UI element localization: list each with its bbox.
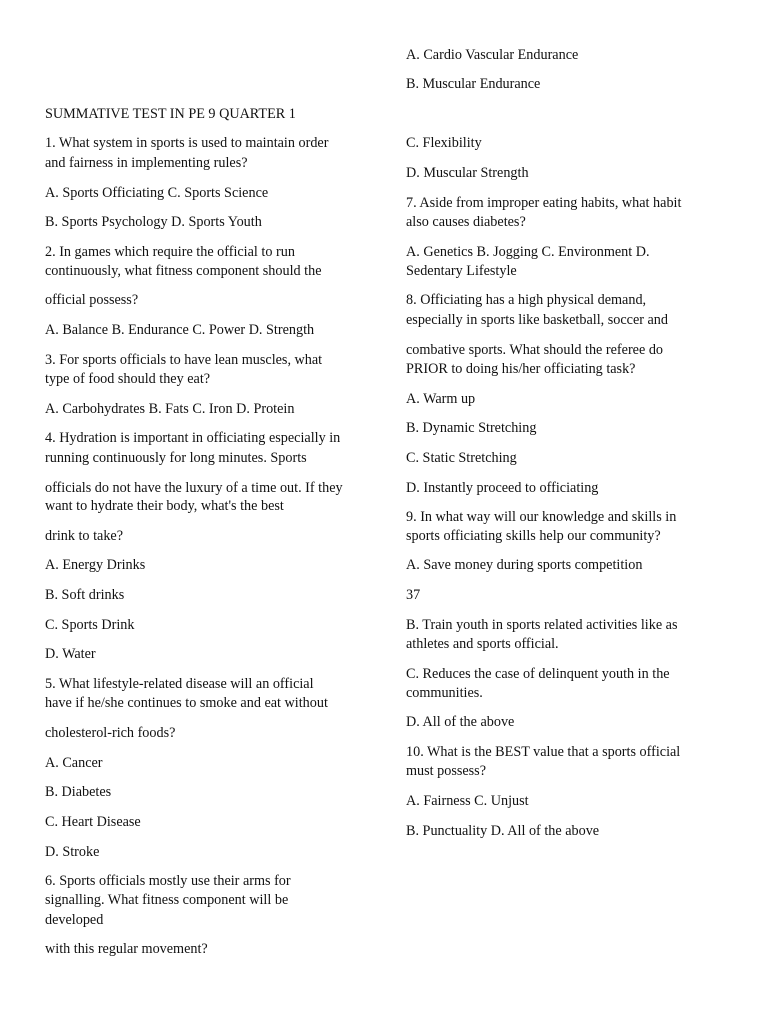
text-line: A. Sports Officiating C. Sports Science [45, 185, 269, 201]
text-line: B. Muscular Endurance [406, 76, 541, 92]
text-line: 1. What system in sports is used to maintain order [45, 135, 329, 151]
text-line: A. Fairness C. Unjust [406, 793, 529, 809]
text-line: want to hydrate their body, what's the best [45, 498, 284, 514]
text-line: continuously, what fitness component should the [45, 263, 322, 279]
text-line: B. Punctuality D. All of the above [406, 823, 600, 839]
text-line: athletes and sports official. [406, 636, 559, 652]
text-line: D. Muscular Strength [406, 165, 529, 181]
text-line: PRIOR to doing his/her officiating task? [406, 361, 636, 377]
text-line: D. All of the above [406, 714, 515, 730]
text-line: C. Sports Drink [45, 617, 135, 633]
text-line: developed [45, 912, 104, 928]
text-line: sports officiating skills help our community? [406, 528, 661, 544]
text-line: A. Save money during sports competition [406, 557, 643, 573]
text-line: 10. What is the BEST value that a sports official [406, 744, 681, 760]
text-line: 3. For sports officials to have lean muscles, what [45, 352, 323, 368]
text-line: Sedentary Lifestyle [406, 263, 517, 279]
text-line: especially in sports like basketball, soccer and [406, 312, 668, 328]
text-line: D. Instantly proceed to officiating [406, 480, 599, 496]
text-line: A. Balance B. Endurance C. Power D. Strength [45, 322, 315, 338]
document-title: SUMMATIVE TEST IN PE 9 QUARTER 1 [45, 106, 296, 122]
text-line: 5. What lifestyle-related disease will an official [45, 676, 314, 692]
text-line: C. Reduces the case of delinquent youth in the [406, 666, 670, 682]
text-line: also causes diabetes? [406, 214, 526, 230]
text-line: with this regular movement? [45, 941, 208, 957]
text-line: C. Heart Disease [45, 814, 141, 830]
text-line: A. Warm up [406, 391, 476, 407]
text-line: B. Train youth in sports related activities like as [406, 617, 678, 633]
text-line: 6. Sports officials mostly use their arms for [45, 873, 291, 889]
text-line: B. Sports Psychology D. Sports Youth [45, 214, 262, 230]
page-number: 37 [406, 587, 421, 603]
text-line: and fairness in implementing rules? [45, 155, 248, 171]
text-line: have if he/she continues to smoke and eat without [45, 695, 328, 711]
text-line: must possess? [406, 763, 487, 779]
text-line: C. Static Stretching [406, 450, 517, 466]
text-line: A. Carbohydrates B. Fats C. Iron D. Protein [45, 401, 295, 417]
text-line: A. Cardio Vascular Endurance [406, 47, 579, 63]
text-line: drink to take? [45, 528, 124, 544]
text-line: 7. Aside from improper eating habits, what habit [406, 195, 682, 211]
text-line: cholesterol-rich foods? [45, 725, 176, 741]
text-line: A. Cancer [45, 755, 103, 771]
text-line: D. Water [45, 646, 96, 662]
text-line: official possess? [45, 292, 139, 308]
text-line: 9. In what way will our knowledge and skills in [406, 509, 677, 525]
text-line: D. Stroke [45, 844, 100, 860]
text-line: running continuously for long minutes. Sports [45, 450, 307, 466]
text-line: A. Genetics B. Jogging C. Environment D. [406, 244, 650, 260]
text-line: B. Dynamic Stretching [406, 420, 537, 436]
text-line: signalling. What fitness component will be [45, 892, 289, 908]
text-line: type of food should they eat? [45, 371, 211, 387]
text-line: A. Energy Drinks [45, 557, 146, 573]
text-line: B. Diabetes [45, 784, 112, 800]
text-line: 8. Officiating has a high physical demand, [406, 292, 647, 308]
text-line: officials do not have the luxury of a time out. If they [45, 480, 343, 496]
text-line: C. Flexibility [406, 135, 482, 151]
text-line: communities. [406, 685, 483, 701]
text-line: combative sports. What should the referee do [406, 342, 664, 358]
text-line: 4. Hydration is important in officiating especially in [45, 430, 341, 446]
text-line: B. Soft drinks [45, 587, 125, 603]
text-line: 2. In games which require the official to run [45, 244, 295, 260]
